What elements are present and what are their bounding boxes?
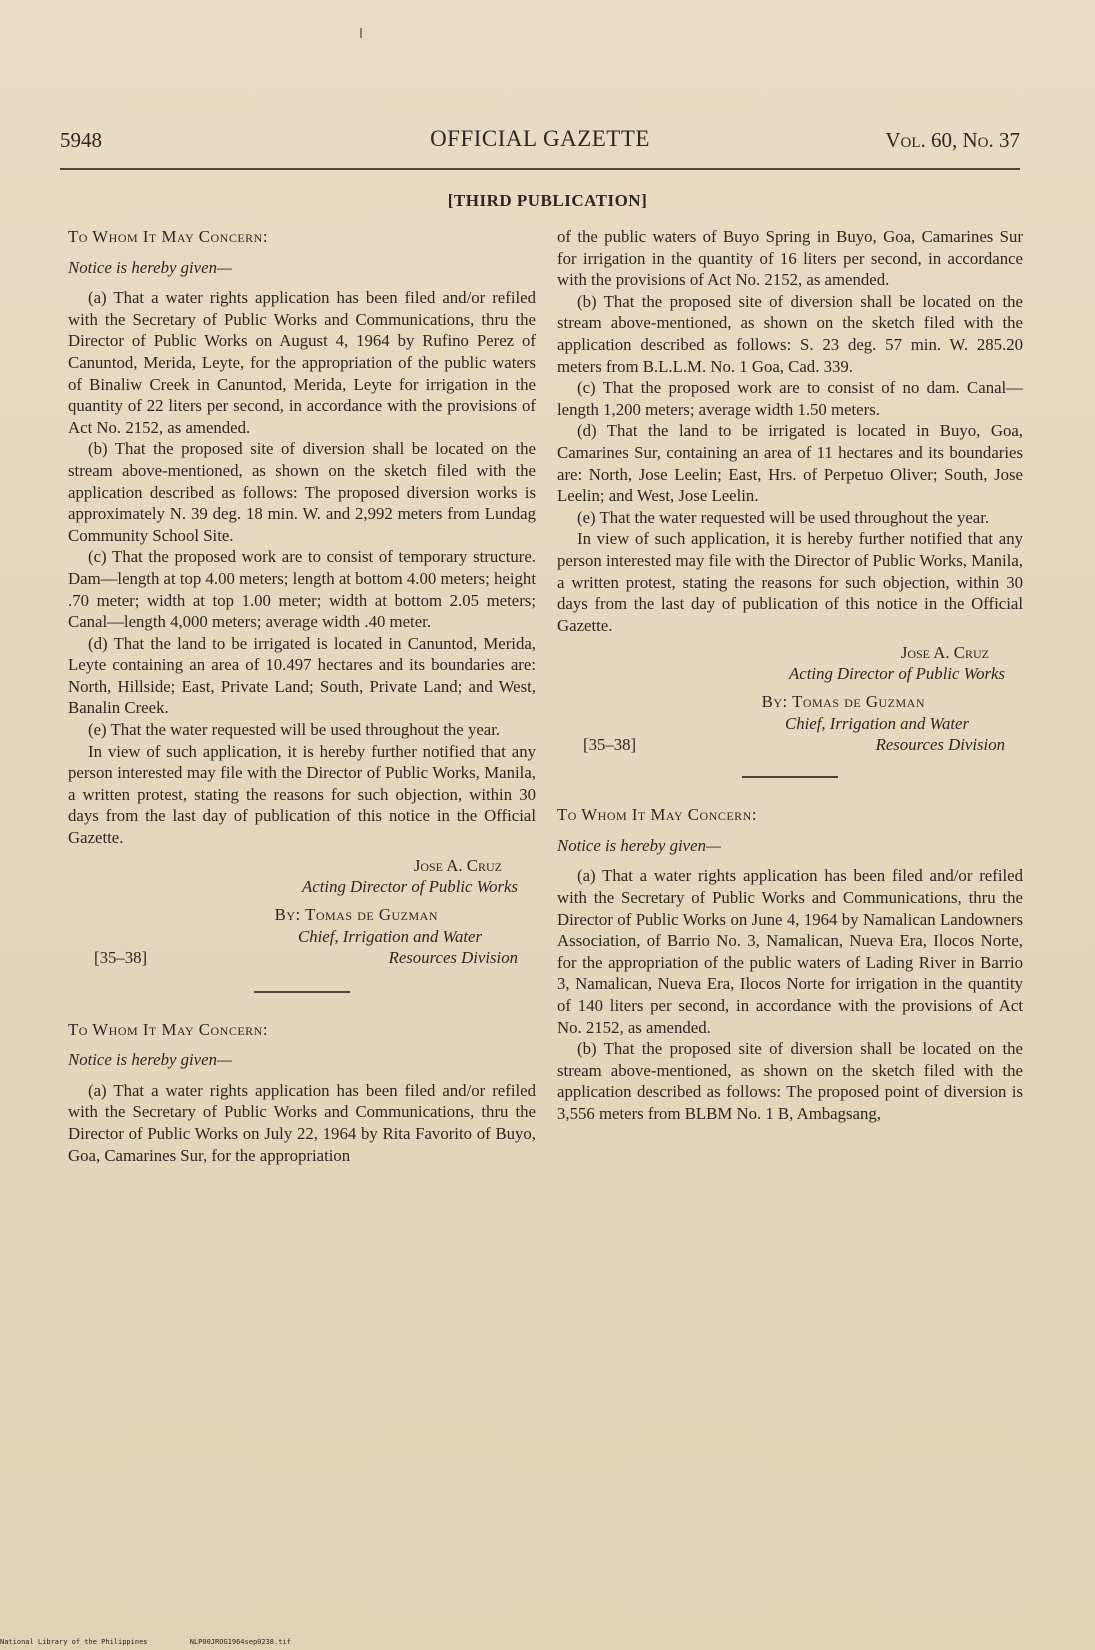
notice-separator xyxy=(254,991,350,993)
notice-addressee: To Whom It May Concern: xyxy=(68,227,268,246)
left-column xyxy=(68,226,536,1166)
notice-paragraph: (c) That the proposed work are to consist of no dam. Canal—length 1,200 meters; average width 1.50 meters. xyxy=(557,378,1023,419)
notice-separator xyxy=(742,776,838,778)
page-number: 5948 xyxy=(60,128,102,152)
signatory-by-title: Chief, Irrigation and Water xyxy=(298,926,482,946)
signatory-by-title-2: Resources Division xyxy=(388,947,518,967)
library-credit: National Library of the Philippines xyxy=(0,1638,148,1646)
notice-intro: Notice is hereby given— xyxy=(68,1050,232,1070)
scan-mark xyxy=(360,28,362,38)
scan-footer xyxy=(0,1638,329,1646)
right-column xyxy=(557,226,1023,1125)
publication-ref: [35–38] xyxy=(94,947,148,967)
signatory-name: Jose A. Cruz xyxy=(413,855,502,875)
notice-intro: Notice is hereby given— xyxy=(557,835,721,855)
notice-paragraph: In view of such application, it is hereby further notified that any person interested may file with the Director of Public Works, Manila, a written protest, stating the reasons for such objection, within 30 days from the last day of publication of this notice in the Official Gazette. xyxy=(557,529,1023,635)
publication-title: OFFICIAL GAZETTE xyxy=(430,126,650,151)
signatory-by-title: Chief, Irrigation and Water xyxy=(785,714,969,734)
notice-paragraph: (a) That a water rights application has been filed and/or refiled with the Secretary of Public Works and Communications, thru the Director of Public Works on June 4, 1964 by Namalican Landowners Association, of Barrio No. 3, Namalican, Nueva Era, Ilocos Norte, for the appropriation of the public waters of Lading River in Barrio 3, Namalican, Nueva Era, Ilocos Norte for irrigation in the quantity of 140 liters per second, in accordance with the provisions of Act No. 2152, as amended. xyxy=(557,866,1023,1037)
file-name: NLP00JROG1964sep0238.tif xyxy=(189,1638,291,1646)
notice-paragraph: (b) That the proposed site of diversion shall be located on the stream above-mentioned, as shown on the sketch filed with the application described as follows: The proposed diversion works is approximately N. 39 deg. 18 min. W. and 2,992 meters from Lundag Community School Site. xyxy=(68,439,536,545)
signature-block xyxy=(557,642,1023,756)
volume-number: Vol. 60, No. 37 xyxy=(885,128,1020,152)
notice-paragraph: (d) That the land to be irrigated is located in Canuntod, Merida, Leyte containing an area of 10.497 hectares and its boundaries are: North, Hillside; East, Private Land; South, Private Land; and West, Banalin Creek. xyxy=(68,633,536,718)
notice-addressee: To Whom It May Concern: xyxy=(68,1019,268,1039)
signatory-by: By: Tomas de Guzman xyxy=(761,692,925,712)
notice-paragraph: (a) That a water rights application has been filed and/or refiled with the Secretary of Public Works and Communications, thru the Director of Public Works on July 22, 1964 by Rita Favorito of Buyo, Goa, Camarines Sur, for the appropriation xyxy=(68,1080,536,1165)
signatory-title: Acting Director of Public Works xyxy=(789,664,1005,684)
notice-paragraph: (c) That the proposed work are to consist of temporary structure. Dam—length at top 4.00 meters; length at bottom 4.00 meters; height .70 meter; width at top 1.00 meter; width at bottom 2.05 meters; Canal—length 4,000 meters; average width .40 meter. xyxy=(68,547,536,632)
notice-paragraph: (d) That the land to be irrigated is located in Buyo, Goa, Camarines Sur, containing an area of 11 hectares and its boundaries are: North, Jose Leelin; East, Hrs. of Perpetuo Oliver; South, Jose Leelin; and West, Jose Leelin. xyxy=(557,421,1023,506)
notice-paragraph: (b) That the proposed site of diversion shall be located on the stream above-mentioned, as shown on the sketch filed with the application described as follows: S. 23 deg. 57 min. W. 285.20 meters from B.L.L.M. No. 1 Goa, Cad. 339. xyxy=(557,291,1023,376)
notice-addressee: To Whom It May Concern: xyxy=(557,805,757,825)
publication-heading: [THIRD PUBLICATION] xyxy=(447,191,648,210)
notice-paragraph-continued: of the public waters of Buyo Spring in Buyo, Goa, Camarines Sur for irrigation in the quantity of 16 liters per second, in accordance with the provisions of Act No. 2152, as amended. xyxy=(557,227,1023,290)
signatory-name: Jose A. Cruz xyxy=(900,643,989,663)
header-rule xyxy=(60,168,1020,170)
publication-ref: [35–38] xyxy=(583,735,637,755)
signatory-by: By: Tomas de Guzman xyxy=(274,904,438,924)
signatory-by-title-2: Resources Division xyxy=(875,735,1005,755)
signature-block xyxy=(68,855,536,969)
running-header xyxy=(60,128,1020,160)
notice-paragraph: (b) That the proposed site of diversion shall be located on the stream above-mentioned, as shown on the sketch filed with the application described as follows: The proposed point of diversion is 3,556 meters from BLBM No. 1 B, Ambagsang, xyxy=(557,1039,1023,1123)
notice-paragraph: (e) That the water requested will be used throughout the year. xyxy=(577,507,990,527)
notice-intro: Notice is hereby given— xyxy=(68,257,232,277)
signatory-title: Acting Director of Public Works xyxy=(302,876,518,896)
notice-paragraph: (a) That a water rights application has been filed and/or refiled with the Secretary of Public Works and Communications, thru the Director of Public Works on August 4, 1964 by Rufino Perez of Canuntod, Merida, Leyte, for the appropriation of the public waters of Binaliw Creek in Canuntod, Merida, Leyte for irrigation in the quantity of 22 liters per second, in accordance with the provisions of Act No. 2152, as amended. xyxy=(68,288,536,437)
notice-paragraph: (e) That the water requested will be used throughout the year. xyxy=(88,720,501,740)
notice-paragraph: In view of such application, it is hereby further notified that any person interested may file with the Director of Public Works, Manila, a written protest, stating the reasons for such objection, within 30 days from the last day of publication of this notice in the Official Gazette. xyxy=(68,741,536,848)
